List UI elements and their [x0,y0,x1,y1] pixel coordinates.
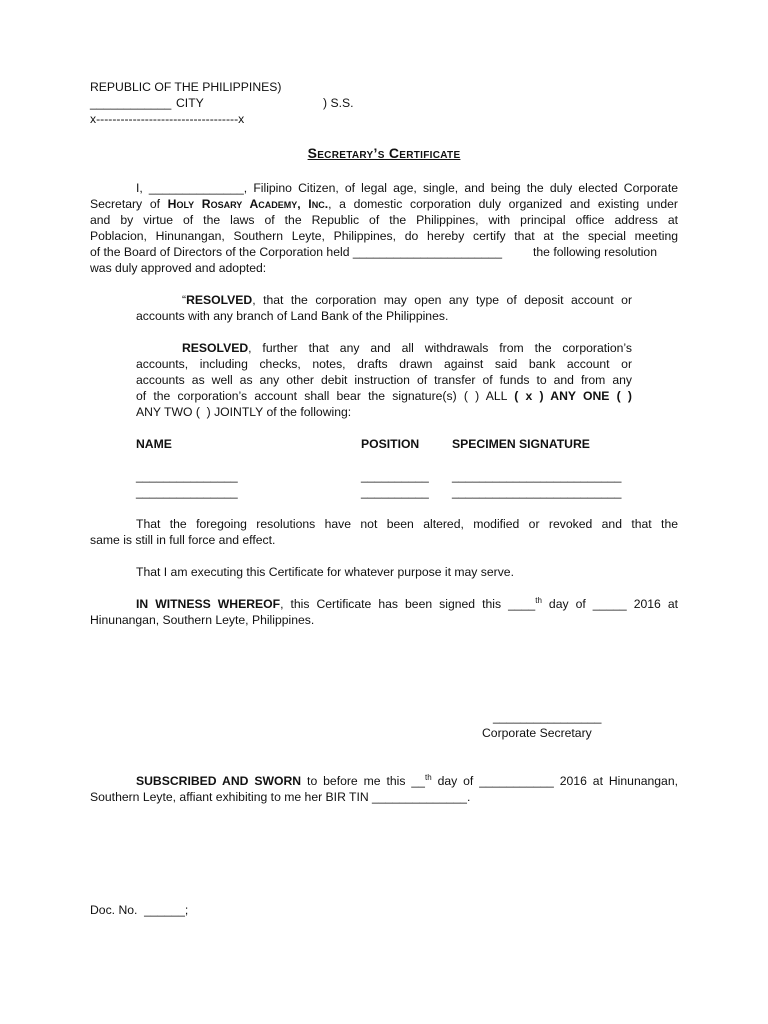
table-row-1-position: __________ [361,469,429,483]
table-header-specimen-signature: SPECIMEN SIGNATURE [452,437,590,451]
signature-line: ________________ [493,710,602,724]
intro-line-3: and by virtue of the laws of the Republic of the Philippines, with principal office address at [90,213,678,227]
intro-line-2: Secretary of Holy Rosary Academy, Inc., a domestic corporation duly organized and existing under [90,197,678,211]
resolution-1-line-1: “RESOLVED, that the corporation may open any type of deposit account or [182,293,632,307]
resolution-2-line-3: accounts as well as any other debit instruction of transfer of funds to and from any [136,373,632,387]
jurat-line-2: Southern Leyte, affiant exhibiting to me her BIR TIN ______________. [90,790,471,804]
not-altered-line-2: same is still in full force and effect. [90,533,276,547]
resolution-2-line-1: RESOLVED, further that any and all withdrawals from the corporation’s [182,341,632,355]
resolution-1-line-2: accounts with any branch of Land Bank of the Philippines. [136,309,449,323]
intro-line-6: was duly approved and adopted: [90,261,267,275]
resolution-2-line-2: accounts, including checks, notes, drafts drawn against said bank account or [136,357,632,371]
company-name: Holy Rosary Academy, Inc. [167,197,329,211]
intro-line-5a: of the Board of Directors of the Corporation held ______________________ [90,245,502,259]
signature-label: Corporate Secretary [482,726,592,740]
purpose-paragraph: That I am executing this Certificate for whatever purpose it may serve. [136,565,514,579]
intro-line-5b: the following resolution [533,245,657,259]
witness-line-1: IN WITNESS WHEREOF, this Certificate has been signed this ____$^{th}$ day of _____ 2016 at [136,595,678,611]
intro-line-4: Poblacion, Hinunangan, Southern Leyte, Philippines, do hereby certify that at the special meeting [90,229,678,243]
header-separator: x-----------------------------------x [90,112,245,126]
table-row-1-signature: _________________________ [452,469,622,483]
doc-number: Doc. No. ______; [90,903,189,917]
resolution-2-line-4: of the corporation’s account shall bear the signature(s) ( ) ALL ( x ) ANY ONE ( ) [136,389,632,403]
jurisdiction-line: REPUBLIC OF THE PHILIPPINES) [90,80,282,94]
table-row-2-position: __________ [361,485,429,499]
city-blank: ____________ [90,96,172,110]
intro-line-1: I, ______________, Filipino Citizen, of legal age, single, and being the duly elected Corporate [136,181,678,195]
table-row-2-signature: _________________________ [452,485,622,499]
table-header-name: NAME [136,437,172,451]
resolution-2-line-5: ANY TWO ( ) JOINTLY of the following: [136,405,352,419]
table-row-2-name: _______________ [136,485,238,499]
ss-label: ) S.S. [323,96,354,110]
table-header-position: POSITION [361,437,420,451]
document-title: Secretary’s Certificate [307,145,461,161]
not-altered-line-1: That the foregoing resolutions have not been altered, modified or revoked and that the [136,517,678,531]
table-row-1-name: _______________ [136,469,238,483]
city-label: CITY [176,96,204,110]
jurat-line-1: SUBSCRIBED AND SWORN to before me this __$^{th}$ day of ___________ 2016 at Hinunangan, [136,772,679,788]
witness-line-2: Hinunangan, Southern Leyte, Philippines. [90,613,315,627]
